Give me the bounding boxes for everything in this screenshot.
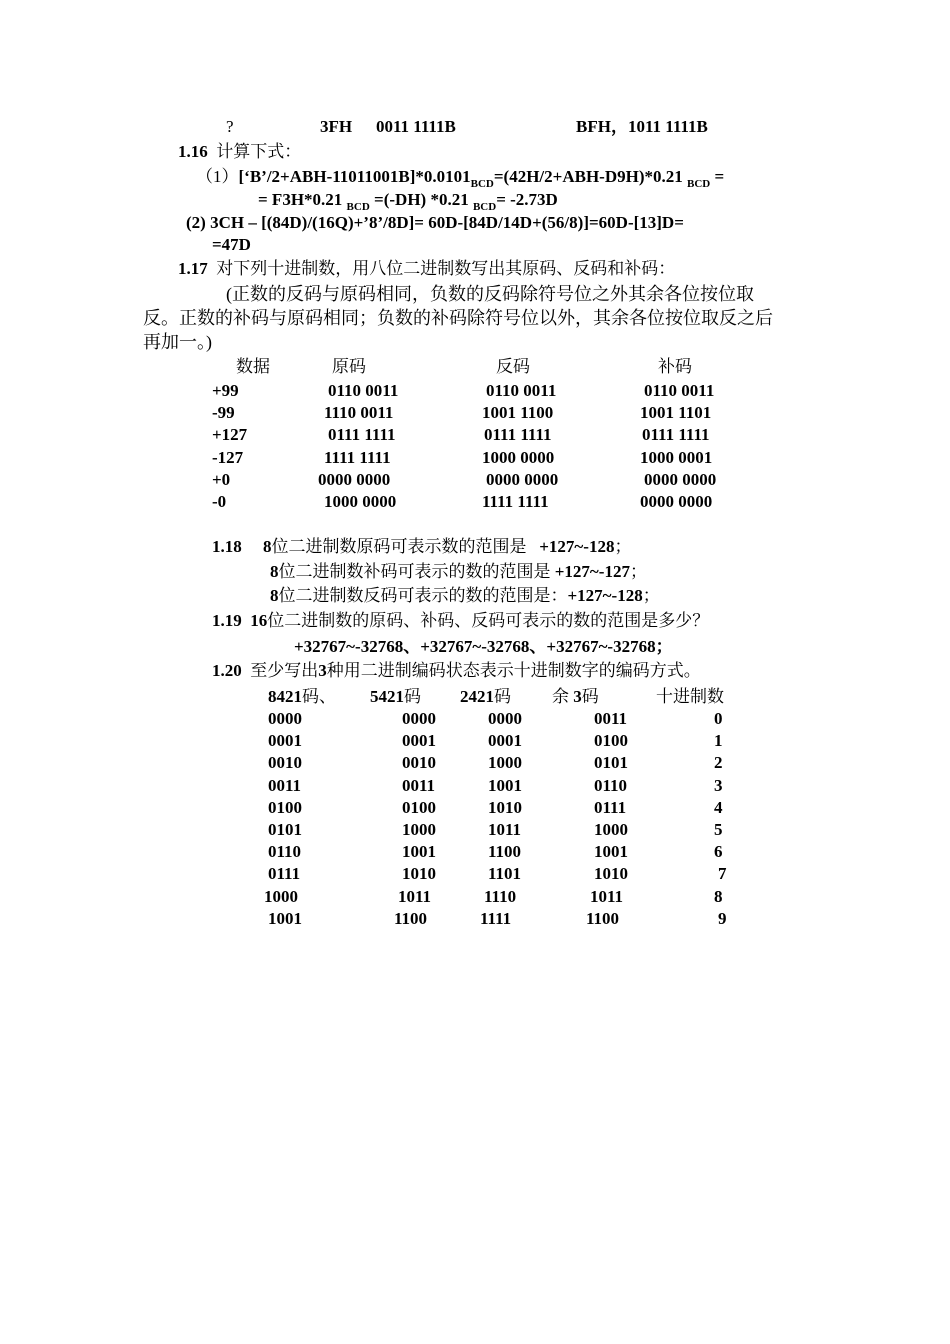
table-1-17-cell: 0000 0000 — [640, 492, 713, 511]
table-1-20-header-8421 — [268, 686, 336, 708]
table-1-20-cell: 1010 — [488, 797, 522, 817]
range-text: 位二进制数补码可表示的数的范围是 — [278, 562, 551, 581]
subscript-bcd: BCD — [472, 201, 497, 213]
bit-count: 8 — [270, 586, 279, 605]
subscript-bcd: BCD — [470, 178, 494, 190]
table-1-20-cell: 1001 — [594, 842, 628, 862]
table-1-17-header: 补码 — [658, 357, 692, 376]
table-1-20-cell: 1010 — [594, 864, 628, 884]
table-1-17-cell: 0111 1111 — [328, 425, 396, 445]
table-1-20-cell: 1 — [714, 731, 723, 751]
table-1-20-cell: 0001 — [488, 731, 522, 751]
section-1-18-line-3 — [270, 585, 660, 607]
table-1-17-cell: -127 — [212, 447, 244, 467]
header-code: 2421 — [460, 687, 494, 706]
bit-count: 16 — [250, 611, 268, 630]
table-1-17-cell: 0111 1111 — [484, 425, 552, 445]
table-1-17-cell: -0 — [212, 492, 227, 511]
section-number: 1.20 — [212, 661, 242, 680]
section-number: 1.17 — [178, 259, 208, 278]
header-label: 码 — [581, 687, 599, 706]
table-1-17-cell: 0110 0011 — [486, 381, 557, 400]
table-1-20-cell: 0 — [714, 709, 723, 728]
formula-line-4: =47D — [212, 235, 251, 254]
table-1-17-cell: 0111 1111 — [642, 425, 710, 445]
table-1-20-cell: 1011 — [590, 886, 624, 906]
section-1-18-line-1 — [212, 536, 631, 558]
table-1-20-cell: 0110 — [594, 775, 628, 795]
formula-part: [‘B’/2+ABH-11011001B]*0.0101 — [238, 167, 471, 186]
range-value: +127~-128 — [539, 537, 615, 556]
table-1-20-cell: 1000 — [264, 886, 298, 906]
table-1-20-cell: 1001 — [268, 908, 302, 928]
formula-part: = — [710, 167, 725, 186]
table-1-20-cell: 0011 — [268, 775, 302, 795]
top-value-binary: 0011 1111B — [376, 117, 456, 136]
top-question-mark: ? — [226, 117, 234, 136]
table-1-17-cell: 1110 0011 — [324, 403, 394, 423]
table-1-20-cell: 1001 — [402, 842, 436, 862]
table-1-17-header: 反码 — [496, 357, 530, 376]
table-1-17-header: 原码 — [332, 357, 366, 376]
formula-part: =(42H/2+ABH-D9H)*0.21 — [493, 167, 687, 186]
question-text: 位二进制数的原码、补码、反码可表示的数的范围是多少？ — [267, 611, 710, 630]
table-1-17-cell: 0110 0011 — [644, 381, 715, 400]
formula-prefix: （1） — [196, 167, 239, 186]
header-label: 码 — [404, 687, 421, 706]
question-text: 至少写出 — [250, 661, 319, 680]
table-1-20-header-5421 — [370, 686, 421, 708]
range-text: 位二进制数原码可表示数的范围是 — [271, 537, 527, 556]
table-1-20-cell: 0101 — [594, 753, 628, 773]
table-1-20-cell: 0011 — [594, 709, 628, 728]
table-1-20-cell: 1100 — [586, 908, 620, 928]
table-1-20-cell: 0111 — [594, 797, 627, 817]
section-1-19-answer: +32767~-32768、+32767~-32768、+32767~-32768； — [294, 637, 673, 656]
table-1-17-cell: +0 — [212, 469, 231, 489]
table-1-20-cell: 1111 — [480, 908, 512, 928]
header-label: 余 — [552, 687, 569, 706]
header-code: 5421 — [370, 687, 404, 706]
table-1-17-cell: 1111 1111 — [324, 447, 391, 467]
formula-part: =(-DH) *0.21 — [369, 190, 473, 209]
table-1-17-cell: 0000 0000 — [318, 469, 391, 489]
section-title: 计算下式： — [216, 142, 302, 161]
table-1-20-cell: 1001 — [488, 775, 522, 795]
bit-count: 8 — [263, 537, 272, 556]
top-value-3fh: 3FH — [320, 117, 353, 136]
table-1-20-cell: 1100 — [488, 842, 522, 862]
table-1-17-cell: +99 — [212, 381, 239, 400]
table-1-20-header-excess3 — [552, 686, 599, 708]
table-1-20-cell: 9 — [718, 908, 727, 928]
top-value-bfh: BFH，1011 1111B — [576, 117, 708, 136]
table-1-20-cell: 5 — [714, 820, 723, 839]
table-1-17-cell: 1111 1111 — [482, 492, 549, 511]
note-line-2: 反。正数的补码与原码相同；负数的补码除符号位以外，其余各位按位取反之后 — [143, 308, 773, 328]
table-1-20-cell: 0010 — [268, 753, 302, 773]
range-text: 位二进制数反码可表示的数的范围是： — [278, 586, 568, 605]
punct: ； — [642, 586, 660, 605]
table-1-17-cell: 0110 0011 — [328, 381, 399, 400]
table-1-20-cell: 1101 — [488, 864, 522, 884]
table-1-17-cell: 1000 0001 — [640, 447, 713, 467]
table-1-20-cell: 0000 — [402, 709, 436, 728]
table-1-17-cell: 0000 0000 — [486, 469, 559, 489]
header-code: 3 — [573, 687, 582, 706]
note-line-1: (正数的反码与原码相同，负数的反码除符号位之外其余各位按位取 — [226, 284, 754, 304]
section-number: 1.19 — [212, 611, 242, 630]
table-1-20-cell: 0010 — [402, 753, 436, 773]
table-1-20-cell: 0100 — [594, 731, 628, 751]
question-text: 种用二进制编码状态表示十进制数字的编码方式。 — [326, 661, 701, 680]
table-1-20-cell: 0110 — [268, 842, 302, 862]
section-1-20-heading — [212, 660, 701, 682]
subscript-bcd: BCD — [687, 178, 711, 190]
table-1-17-cell: 1000 0000 — [482, 447, 555, 467]
table-1-20-cell: 0100 — [268, 797, 302, 817]
table-1-20-cell: 0011 — [402, 775, 436, 795]
table-1-20-cell: 0100 — [402, 797, 436, 817]
header-code: 8421 — [268, 687, 302, 706]
bit-count: 8 — [270, 562, 279, 581]
table-1-20-cell: 1000 — [488, 753, 522, 773]
header-label: 码 — [494, 687, 511, 706]
table-1-20-cell: 4 — [714, 797, 723, 817]
formula-line-1 — [196, 166, 724, 188]
section-title: 对下列十进制数，用八位二进制数写出其原码、反码和补码： — [216, 259, 676, 278]
table-1-20-cell: 0101 — [268, 820, 302, 839]
table-1-17-cell: 1000 0000 — [324, 492, 397, 511]
table-1-17-cell: -99 — [212, 403, 235, 423]
table-1-20-cell: 0000 — [268, 709, 302, 728]
table-1-20-cell: 7 — [718, 864, 727, 884]
table-1-17-cell: 1001 1100 — [482, 403, 554, 423]
table-1-17-cell: 1001 1101 — [640, 403, 712, 423]
table-1-20-cell: 8 — [714, 886, 723, 906]
section-number: 1.16 — [178, 142, 208, 161]
table-1-20-cell: 1011 — [398, 886, 432, 906]
section-number: 1.18 — [212, 537, 242, 556]
table-1-20-header-2421 — [460, 686, 511, 708]
table-1-17-cell: +127 — [212, 425, 248, 445]
punct: ； — [614, 537, 632, 556]
table-1-20-cell: 0111 — [268, 864, 301, 884]
section-1-18-line-2 — [270, 561, 647, 583]
table-1-20-cell: 0000 — [488, 709, 522, 728]
table-1-20-cell: 0001 — [268, 731, 302, 751]
table-1-20-cell: 0001 — [402, 731, 436, 751]
table-1-20-cell: 1000 — [402, 820, 436, 839]
note-line-3: 再加一。) — [143, 332, 212, 352]
table-1-20-cell: 1100 — [394, 908, 428, 928]
formula-line-3: (2) 3CH – [(84D)/(16Q)+’8’/8D]= 60D-[84D/14D+(56/8)]=60D-[13]D= — [186, 213, 684, 232]
section-1-16-heading — [178, 141, 301, 163]
table-1-20-cell: 1110 — [484, 886, 517, 906]
table-1-20-cell: 3 — [714, 775, 723, 795]
table-1-20-cell: 2 — [714, 753, 723, 773]
header-label: 码、 — [302, 687, 336, 706]
punct: ； — [629, 562, 647, 581]
table-1-20-header-decimal: 十进制数 — [656, 687, 724, 706]
section-1-17-heading — [178, 258, 675, 280]
table-1-20-cell: 1011 — [488, 820, 522, 839]
section-1-19-heading — [212, 610, 709, 632]
code-count: 3 — [318, 661, 327, 680]
table-1-20-cell: 6 — [714, 842, 723, 862]
formula-line-2 — [258, 189, 558, 211]
table-1-20-cell: 1000 — [594, 820, 628, 839]
range-value: +127~-127 — [554, 562, 630, 581]
formula-part: = F3H*0.21 — [258, 190, 347, 209]
table-1-20-cell: 1010 — [402, 864, 436, 884]
range-value: +127~-128 — [567, 586, 643, 605]
table-1-17-cell: 0000 0000 — [644, 469, 717, 489]
subscript-bcd: BCD — [346, 201, 370, 213]
table-1-17-header: 数据 — [236, 357, 270, 376]
formula-part: = -2.73D — [496, 190, 558, 209]
